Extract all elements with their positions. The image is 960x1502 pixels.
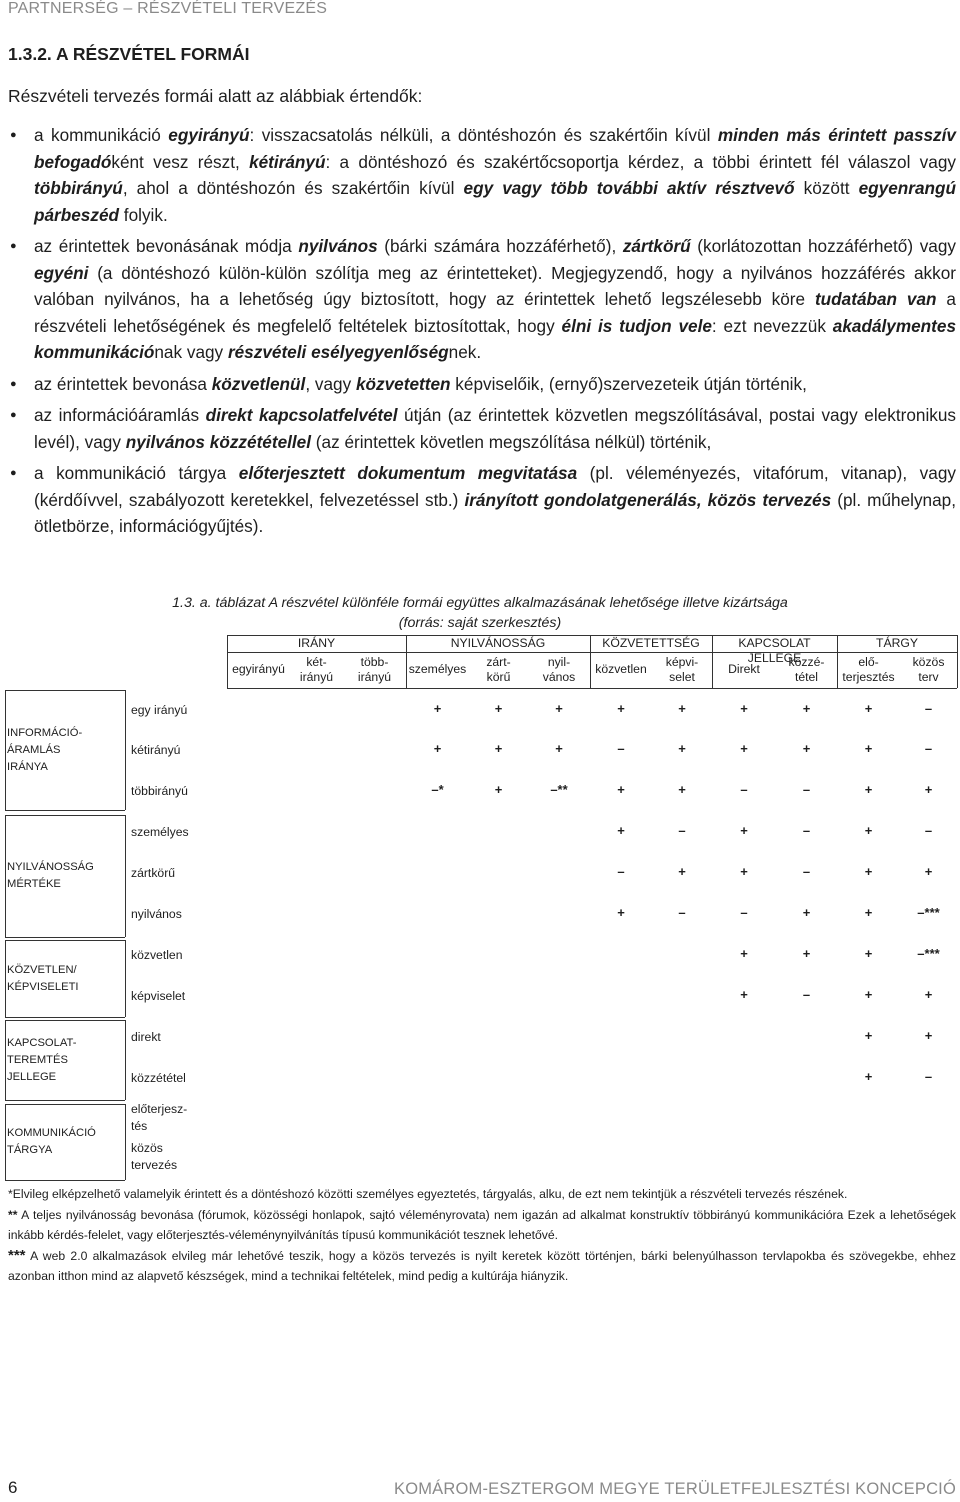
table-cell-mark: – bbox=[802, 987, 811, 1002]
table-cell-mark: + bbox=[740, 946, 748, 961]
table-cell-mark: –*** bbox=[917, 905, 940, 920]
text-run: képviselőik, (ernyő)szervezeteik útján történik, bbox=[450, 373, 807, 394]
page-number: 6 bbox=[8, 1478, 18, 1497]
emphasis: direkt kapcsolatfelvétel bbox=[205, 405, 398, 425]
row-group-label bbox=[7, 1035, 125, 1086]
emphasis: élni is tudjon vele bbox=[561, 315, 712, 336]
column-header-line: egyirányú bbox=[232, 662, 285, 676]
column-header-line: irányú bbox=[299, 670, 334, 684]
table-cell-mark: + bbox=[864, 1069, 873, 1084]
table-cell-mark: – bbox=[740, 905, 748, 920]
column-group-header: KAPCSOLAT JELLEGE bbox=[738, 636, 811, 665]
table-cell-mark: – bbox=[802, 782, 811, 797]
table-cell-mark: – bbox=[924, 741, 933, 756]
column-group-header: TÁRGY bbox=[876, 636, 918, 650]
table-cell-mark: + bbox=[740, 864, 748, 879]
table-cell-mark: – bbox=[617, 864, 625, 879]
emphasis: előterjesztett dokumentum megvitatása bbox=[238, 463, 578, 483]
column-header bbox=[469, 655, 528, 685]
text-run: nek. bbox=[448, 342, 482, 362]
column-header bbox=[837, 655, 900, 685]
table-rule bbox=[5, 1020, 6, 1100]
row-label bbox=[131, 824, 189, 841]
row-group-label-line: IRÁNYA bbox=[7, 760, 48, 773]
column-header bbox=[528, 655, 590, 685]
row-group-label bbox=[7, 725, 125, 776]
emphasis: részvételi esélyegyenlőség bbox=[227, 342, 449, 362]
row-label bbox=[131, 947, 183, 964]
text-run: (korlátozottan hozzáférhető) vagy bbox=[690, 236, 956, 256]
row-label bbox=[131, 1029, 161, 1046]
column-header bbox=[712, 662, 776, 677]
column-header bbox=[406, 662, 469, 677]
table-cell-mark: + bbox=[802, 701, 811, 716]
row-group-label bbox=[7, 962, 125, 996]
emphasis: kétirányú bbox=[249, 151, 326, 172]
table-cell-mark: + bbox=[802, 946, 811, 961]
table-cell-mark: + bbox=[678, 741, 686, 756]
column-header-line: körű bbox=[486, 670, 511, 684]
column-group-header: NYILVÁNOSSÁG bbox=[450, 636, 546, 650]
row-label bbox=[131, 1101, 187, 1135]
row-label bbox=[131, 742, 180, 759]
table-cell-mark: + bbox=[617, 782, 625, 797]
emphasis: egyéni bbox=[34, 262, 89, 283]
table-cell-mark: – bbox=[678, 905, 686, 920]
footer-title: KOMÁROM-ESZTERGOM MEGYE TERÜLETFEJLESZTÉSI KONCEPCIÓ bbox=[394, 1480, 956, 1498]
table-caption-title: 1.3. a. táblázat A részvétel különféle formái együttes alkalmazásának lehetősége illetve kizártsága bbox=[172, 595, 788, 611]
row-group-label-line: TEREMTÉS bbox=[7, 1053, 68, 1066]
column-header-line: két- bbox=[306, 655, 327, 669]
table-rule bbox=[125, 940, 126, 1017]
table-rule bbox=[5, 937, 125, 938]
table-rule bbox=[5, 1104, 125, 1105]
column-header-line: közös bbox=[912, 655, 945, 669]
row-label-line: közös bbox=[131, 1141, 163, 1155]
text-run: (bárki számára hozzáférhető), bbox=[377, 236, 623, 256]
table-cell-mark: + bbox=[617, 823, 625, 838]
column-header bbox=[652, 655, 712, 685]
table-cell-mark: + bbox=[678, 782, 686, 797]
row-label bbox=[131, 702, 187, 719]
table-cell-mark: + bbox=[617, 905, 625, 920]
table-cell-mark: – bbox=[740, 782, 748, 797]
table-rule bbox=[5, 1180, 125, 1181]
table-cell-mark: – bbox=[924, 701, 933, 716]
table-rule bbox=[5, 815, 125, 816]
column-header bbox=[776, 655, 837, 685]
column-header-line: irányú bbox=[357, 670, 392, 684]
column-group-header: KÖZVETETTSÉG bbox=[602, 636, 700, 650]
row-label bbox=[131, 988, 185, 1005]
row-group-label-line: KÉPVISELETI bbox=[7, 980, 79, 993]
text-run: : a döntéshozó és szakértőcsoportja kérdez, a többi érintett fél válaszol vagy bbox=[325, 151, 956, 172]
row-label-line: képviselet bbox=[131, 989, 186, 1003]
column-header-line: több- bbox=[360, 655, 389, 669]
table-cell-mark: – bbox=[802, 864, 811, 879]
table-rule bbox=[5, 940, 6, 1017]
column-group-header: IRÁNY bbox=[297, 636, 336, 650]
table-cell-mark: + bbox=[864, 905, 873, 920]
row-group-label-line: NYILVÁNOSSÁG bbox=[7, 861, 94, 873]
row-label bbox=[131, 783, 188, 800]
table-cell-mark: + bbox=[802, 741, 811, 756]
emphasis: nyilvános közzététellel bbox=[125, 431, 312, 452]
column-header-line: vános bbox=[542, 670, 576, 684]
row-label-line: direkt bbox=[131, 1030, 161, 1044]
table-rule bbox=[125, 815, 126, 937]
text-run: az érintettek bevonása bbox=[34, 373, 212, 394]
row-label bbox=[131, 1140, 177, 1174]
row-group-label bbox=[7, 859, 125, 893]
row-label-line: tervezés bbox=[131, 1158, 178, 1172]
row-label-line: személyes bbox=[131, 825, 189, 839]
text-run: nak vagy bbox=[154, 342, 228, 362]
text-run: (az érintettek követlen megszólítása nélkül) történik, bbox=[311, 431, 712, 452]
table-rule bbox=[5, 1100, 125, 1101]
row-group-label-line: TÁRGYA bbox=[7, 1144, 53, 1156]
table-rule bbox=[125, 1020, 126, 1100]
footnotes bbox=[8, 1184, 956, 1287]
row-label-line: közzététel bbox=[131, 1071, 186, 1085]
text-run: , ahol a döntéshozón és szakértőin kívül bbox=[122, 178, 464, 198]
table-cell-mark: + bbox=[864, 741, 873, 756]
column-header-line: terv bbox=[918, 670, 939, 684]
emphasis: közvetlenül bbox=[211, 373, 306, 394]
column-header-line: Direkt bbox=[728, 662, 760, 676]
emphasis: akadálymentes kommunikáció bbox=[34, 315, 957, 362]
emphasis: minden más érintett passzív befogadó bbox=[34, 125, 956, 172]
row-label bbox=[131, 1070, 186, 1087]
table-cell-mark: + bbox=[433, 741, 442, 756]
column-header bbox=[343, 655, 406, 685]
table-cell-mark: + bbox=[864, 823, 873, 838]
column-header-line: személyes bbox=[408, 662, 467, 676]
row-label-line: egy irányú bbox=[131, 703, 188, 717]
column-header-line: terjesztés bbox=[842, 670, 895, 684]
text-run: között bbox=[794, 178, 859, 198]
table-rule bbox=[125, 1104, 126, 1180]
row-label bbox=[131, 906, 182, 923]
table-cell-mark: + bbox=[864, 946, 873, 961]
emphasis: zártkörű bbox=[622, 236, 691, 256]
table-cell-mark: + bbox=[924, 782, 933, 797]
emphasis: többirányú bbox=[34, 178, 123, 198]
row-group-label-line: KAPCSOLAT- bbox=[7, 1036, 77, 1049]
text-run: a kommunikáció tárgya bbox=[34, 463, 239, 483]
table-cell-mark: + bbox=[740, 823, 748, 838]
table-rule bbox=[5, 1020, 125, 1021]
text-run: (a döntéshozó külön-külön szólítja meg az érintetteket). Megjegyzendő, hogy a nyilvános hozzáférés akkor valóban nyilvános, ha a lehetőség úgy biztosított, hogy az érintettek lehető legszélesebb köre bbox=[34, 262, 956, 309]
row-group-label bbox=[7, 1125, 125, 1159]
table-rule bbox=[227, 652, 957, 653]
row-label-line: kétirányú bbox=[131, 743, 181, 757]
table-cell-mark: + bbox=[494, 741, 503, 756]
row-label-line: közvetlen bbox=[131, 948, 183, 962]
footnote-3-text: A web 2.0 alkalmazások elvileg már lehetővé teszik, hogy a közös tervezés is nyilt keretek között történjen, bárki belenyúlhasson tervlapokba és szövegekbe, ehhez azonban itthon mind az alapvető készségek, mind a technikai feltételek, mind pedig a kultúrája hiányzik. bbox=[8, 1249, 956, 1283]
table-rule bbox=[957, 635, 958, 688]
table-rule bbox=[5, 1017, 125, 1018]
table-cell-mark: + bbox=[494, 701, 503, 716]
row-label-line: többirányú bbox=[131, 784, 188, 798]
table-cell-mark: –** bbox=[550, 782, 568, 797]
text-run: (pl. véleményezés, vitafórum, vitanap), vagy (kérdőívvel, szabályozott keretekkel, felvezetéssel stb.) bbox=[34, 463, 956, 510]
emphasis: irányított gondolatgenerálás, közös tervezés bbox=[464, 489, 832, 510]
table-caption-source: (forrás: saját szerkesztés) bbox=[398, 615, 562, 631]
emphasis: egyirányú bbox=[168, 125, 250, 145]
table-cell-mark: – bbox=[924, 1069, 933, 1084]
table-cell-mark: + bbox=[678, 864, 686, 879]
section-title: 1.3.2. A RÉSZVÉTEL FORMÁI bbox=[8, 44, 250, 64]
text-run: folyik. bbox=[119, 204, 168, 225]
table-cell-mark: – bbox=[678, 823, 686, 838]
footnote-2-mark: ** bbox=[8, 1208, 18, 1222]
table-cell-mark: + bbox=[802, 905, 811, 920]
table-cell-mark: + bbox=[555, 701, 563, 716]
column-header-line: közvetlen bbox=[595, 662, 647, 676]
column-header-line: elő- bbox=[858, 655, 879, 669]
column-header-line: nyil- bbox=[547, 655, 571, 669]
table-cell-mark: + bbox=[924, 864, 933, 879]
column-header-line: selet bbox=[669, 670, 695, 684]
table-cell-mark: – bbox=[924, 823, 933, 838]
table-cell-mark: + bbox=[555, 741, 563, 756]
table-rule bbox=[227, 688, 957, 689]
row-label-line: előterjesz- bbox=[131, 1102, 188, 1116]
row-group-label-line: MÉRTÉKE bbox=[7, 878, 61, 890]
table-cell-mark: + bbox=[864, 782, 873, 797]
footnote-2-text: A teljes nyilvánosság bevonása (fórumok, közösségi honlapok, sajtó véleményrovata) nem igazán ad alkalmat konstruktív többirányú kommunikációra Ezek a lehetőségek inkább kérdés-felelet, vagy előterjesztés-véleménynyilvánítás típusú kommunikációt tesznek lehetővé. bbox=[8, 1208, 956, 1242]
text-run: az információáramlás bbox=[34, 405, 206, 425]
row-group-label-line: INFORMÁCIÓ- bbox=[7, 726, 83, 739]
text-run: az érintettek bevonásának módja bbox=[34, 236, 299, 256]
row-label-line: zártkörű bbox=[131, 866, 176, 880]
table-cell-mark: – bbox=[617, 741, 625, 756]
table-cell-mark: + bbox=[740, 987, 748, 1002]
emphasis: nyilvános bbox=[298, 236, 378, 256]
text-run: : visszacsatolás nélküli, a döntéshozón és szakértőin kívül bbox=[249, 125, 718, 145]
table-cell-mark: + bbox=[924, 1028, 933, 1043]
table-cell-mark: –* bbox=[431, 782, 444, 797]
text-run: : ezt nevezzük bbox=[711, 315, 833, 336]
column-header bbox=[290, 655, 343, 685]
row-label-line: tés bbox=[131, 1119, 148, 1133]
table-cell-mark: + bbox=[740, 701, 748, 716]
table-rule bbox=[5, 815, 6, 937]
intro-text: Részvételi tervezés formái alatt az alábbiak értendők: bbox=[8, 86, 423, 106]
row-label-line: nyilvános bbox=[131, 907, 182, 921]
table-rule bbox=[125, 690, 126, 810]
table-cell-mark: + bbox=[678, 701, 686, 716]
footnote-1: *Elvileg elképzelhető valamelyik érintett és a döntéshozó közötti személyes egyeztetés, tárgyalás, alku, de ezt nem tekintjük a részvételi tervezés részének. bbox=[8, 1187, 848, 1201]
running-head: PARTNERSÉG – RÉSZVÉTELI TERVEZÉS bbox=[8, 0, 328, 17]
text-run: a kommunikáció bbox=[34, 125, 169, 145]
table-cell-mark: + bbox=[617, 701, 625, 716]
row-group-label-line: KOMMUNIKÁCIÓ bbox=[7, 1127, 96, 1139]
table-cell-mark: + bbox=[864, 1028, 873, 1043]
row-group-label-line: KÖZVETLEN/ bbox=[7, 963, 77, 976]
table-cell-mark: – bbox=[802, 823, 811, 838]
table-cell-mark: + bbox=[740, 741, 748, 756]
text-run: (pl. műhelynap, ötletbörze, információgyűjtés). bbox=[34, 489, 956, 536]
table-cell-mark: + bbox=[433, 701, 442, 716]
text-run: , vagy bbox=[305, 373, 356, 394]
footnote-3 bbox=[8, 1246, 956, 1286]
column-header bbox=[900, 655, 957, 685]
table-cell-mark: + bbox=[864, 864, 873, 879]
text-run: útján (az érintettek közvetlen megszólításával, postai vagy elektronikus levél), vagy bbox=[34, 405, 957, 452]
table-rule bbox=[5, 1104, 6, 1180]
table-cell-mark: + bbox=[494, 782, 503, 797]
footnote-3-mark: *** bbox=[8, 1247, 26, 1264]
column-header-line: képvi- bbox=[665, 655, 699, 669]
table-rule bbox=[5, 690, 6, 810]
table-cell-mark: + bbox=[864, 701, 873, 716]
column-header-line: zárt- bbox=[486, 655, 511, 669]
footnote-2 bbox=[8, 1205, 956, 1245]
text-run: ként vesz részt, bbox=[111, 151, 250, 172]
column-header-line: közzé- bbox=[788, 655, 825, 669]
row-group-label-line: JELLEGE bbox=[7, 1070, 57, 1083]
column-header bbox=[590, 662, 652, 677]
table-cell-mark: –*** bbox=[917, 946, 940, 961]
text-run: a részvételi lehetőségének és megfelelő feltételek biztosítottak, hogy bbox=[34, 289, 956, 336]
emphasis: közvetetten bbox=[355, 373, 451, 394]
emphasis: egy vagy több további aktív résztvevő bbox=[463, 178, 795, 198]
table-cell-mark: + bbox=[924, 987, 933, 1002]
table-rule bbox=[5, 690, 125, 691]
column-header-line: tétel bbox=[794, 670, 819, 684]
table-cell-mark: + bbox=[864, 987, 873, 1002]
emphasis: egyenrangú párbeszéd bbox=[34, 178, 956, 225]
column-header bbox=[227, 662, 290, 677]
row-group-label-line: ÁRAMLÁS bbox=[7, 743, 61, 756]
table-rule bbox=[5, 810, 125, 811]
emphasis: tudatában van bbox=[814, 289, 937, 309]
row-label bbox=[131, 865, 175, 882]
table-rule bbox=[5, 940, 125, 941]
